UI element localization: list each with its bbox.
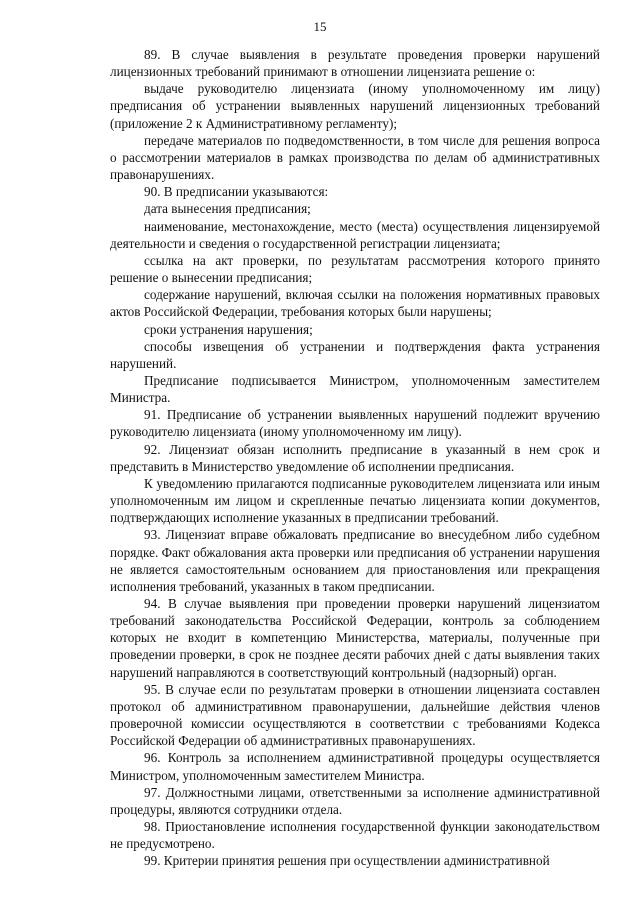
paragraph-99: 99. Критерии принятия решения при осуществлении административной [144,853,550,869]
paragraph-94: 94. В случае выявления при проведении проверки нарушений лицензиатом требований законодательства Российской Федерации, контроль за соблюдением которых не входит в компетенцию Министерства, материалы, полученные при проведении проверки, в срок не позднее десяти рабочих дней с даты выявления таких нарушений направляются в соответствующий контрольный (надзорный) орган. [110,596,600,680]
paragraph-92-attachments: К уведомлению прилагаются подписанные руководителем лицензиата или иным уполномоченным им лицом и скрепленные печатью лицензиата копии документов, подтверждающих исполнение указанных в предписании требований. [110,475,600,526]
paragraph-93: 93. Лицензиат вправе обжаловать предписание во внесудебном либо судебном порядке. Факт обжалования акта проверки или предписания об устранении нарушения не является самостоятельным основанием для приостановления или прекращения исполнения требований, указанных в таком предписании. [110,527,600,594]
paragraph-90-item-deadlines: сроки устранения нарушения; [144,321,313,337]
paragraph-90-item-reference: ссылка на акт проверки, по результатам рассмотрения которого принято решение о вынесении предписания; [110,252,600,286]
paragraph-98: 98. Приостановление исполнения государственной функции законодательством не предусмотрено. [110,819,600,852]
document-body [110,46,600,870]
paragraph-89-item-prescription: выдаче руководителю лицензиата (иному уполномоченному им лицу) предписания об устранении выявленных нарушений лицензионных требований (приложение 2 к Административному регламенту); [110,81,600,131]
page-number: 15 [313,19,327,34]
paragraph-96: 96. Контроль за исполнением административной процедуры осуществляется Министром, уполномоченным заместителем Министра. [110,750,600,783]
paragraph-92: 92. Лицензиат обязан исполнить предписание в указанный в нем срок и представить в Министерство уведомление об исполнении предписания. [110,441,600,474]
paragraph-90-item-name: наименование, местонахождение, место (места) осуществления лицензируемой деятельности и сведения о государственной регистрации лицензиата; [110,218,600,251]
paragraph-91: 91. Предписание об устранении выявленных нарушений подлежит вручению руководителю лицензиата (иному уполномоченному им лицу). [110,407,600,440]
paragraph-90: 90. В предписании указываются: [144,184,329,200]
paragraph-89-item-transfer: передаче материалов по подведомственности, в том числе для решения вопроса о рассмотрении материалов в рамках производства по делам об административных правонарушениях. [110,132,600,183]
paragraph-90-item-notification: способы извещения об устранении и подтверждения факта устранения нарушений. [110,338,600,371]
paragraph-90-item-violations: содержание нарушений, включая ссылки на положения нормативных правовых актов Российской Федерации, требования которых были нарушены; [110,287,600,320]
paragraph-95: 95. В случае если по результатам проверки в отношении лицензиата составлен протокол об административном правонарушении, дальнейшие действия членов проверочной комиссии осуществляются в соответствии с требованиями Кодекса Российской Федерации об административных правонарушениях. [110,681,600,749]
paragraph-89: 89. В случае выявления в результате проведения проверки нарушений лицензионных требований принимают в отношении лицензиата решение о: [110,47,600,80]
paragraph-90-signature: Предписание подписывается Министром, уполномоченным заместителем Министра. [110,372,600,406]
paragraph-90-item-date: дата вынесения предписания; [144,201,311,217]
paragraph-97: 97. Должностными лицами, ответственными за исполнение административной процедуры, являются сотрудники отдела. [110,784,600,817]
